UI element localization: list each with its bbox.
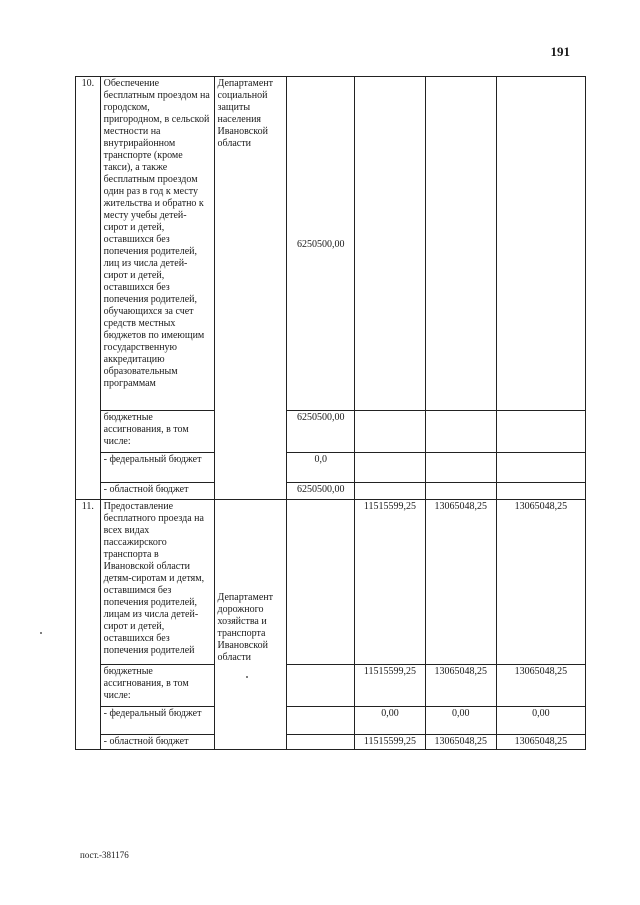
value-cell — [287, 735, 355, 750]
table-row — [76, 77, 586, 411]
table-row — [76, 665, 586, 707]
value-cell: 11515599,25 — [355, 500, 426, 665]
page-number: 191 — [550, 44, 570, 59]
row-number: 11. — [76, 500, 101, 750]
value-cell: 13065048,25 — [496, 735, 585, 750]
value-cell — [355, 411, 426, 453]
value-cell: 13065048,25 — [425, 665, 496, 707]
table-row — [76, 483, 586, 500]
value-cell: 11515599,25 — [355, 735, 426, 750]
funding-label: - федеральный бюджет — [100, 707, 214, 735]
department-cell: Департамент социальной защиты населения Ивановской области — [214, 77, 287, 500]
value-cell: 6250500,00 — [287, 411, 355, 453]
measure-name: Предоставление бесплатного проезда на всех видах пассажирского транспорта в Ивановской области детям-сиротам и детям, оставшимся без попечения родителей, лицам из числа детей-сирот и детей, оставшихся без попечения родителей — [100, 500, 214, 665]
value-cell — [425, 77, 496, 411]
table-row — [76, 707, 586, 735]
value-cell: 13065048,25 — [496, 665, 585, 707]
row-number: 10. — [76, 77, 101, 500]
table-row — [76, 735, 586, 750]
funding-label: - областной бюджет — [100, 483, 214, 500]
footer-note: пост.-381176 — [80, 850, 129, 860]
department-cell: Департамент дорожного хозяйства и транспорта Ивановской области — [214, 500, 287, 750]
table-row — [76, 411, 586, 453]
scan-speck — [246, 676, 248, 678]
value-cell — [425, 453, 496, 483]
budget-table — [75, 76, 586, 750]
value-cell — [287, 665, 355, 707]
value-cell — [425, 411, 496, 453]
value-cell — [287, 500, 355, 665]
value-cell: 0,00 — [355, 707, 426, 735]
value-cell — [496, 483, 585, 500]
value-cell: 6250500,00 — [287, 483, 355, 500]
funding-label: - областной бюджет — [100, 735, 214, 750]
value-cell — [355, 453, 426, 483]
value-cell — [496, 77, 585, 411]
table-row — [76, 453, 586, 483]
value-cell: 13065048,25 — [425, 735, 496, 750]
value-cell — [496, 411, 585, 453]
measure-name: Обеспечение бесплатным проездом на городском, пригородном, в сельской местности на внутрирайонном транспорте (кроме такси), а также бесплатным проездом один раз в год к месту жительства и обратно к месту учебы детей-сирот и детей, оставшихся без попечения родителей, лиц из числа детей-сирот и детей, оставшихся без попечения родителей, обучающихся за счет средств местных бюджетов по имеющим государственную аккредитацию образовательным программам — [100, 77, 214, 411]
value-cell — [425, 483, 496, 500]
value-cell: 13065048,25 — [496, 500, 585, 665]
value-cell: 6250500,00 — [287, 77, 355, 411]
funding-label: - федеральный бюджет — [100, 453, 214, 483]
value-cell — [355, 77, 426, 411]
value-cell: 11515599,25 — [355, 665, 426, 707]
value-cell — [496, 453, 585, 483]
scan-speck — [40, 632, 42, 634]
value-cell — [287, 707, 355, 735]
value-cell: 0,00 — [425, 707, 496, 735]
value-cell — [355, 483, 426, 500]
funding-label: бюджетные ассигнования, в том числе: — [100, 411, 214, 453]
value-cell: 13065048,25 — [425, 500, 496, 665]
value-cell: 0,00 — [496, 707, 585, 735]
funding-label: бюджетные ассигнования, в том числе: — [100, 665, 214, 707]
value-cell: 0,0 — [287, 453, 355, 483]
table-row — [76, 500, 586, 665]
